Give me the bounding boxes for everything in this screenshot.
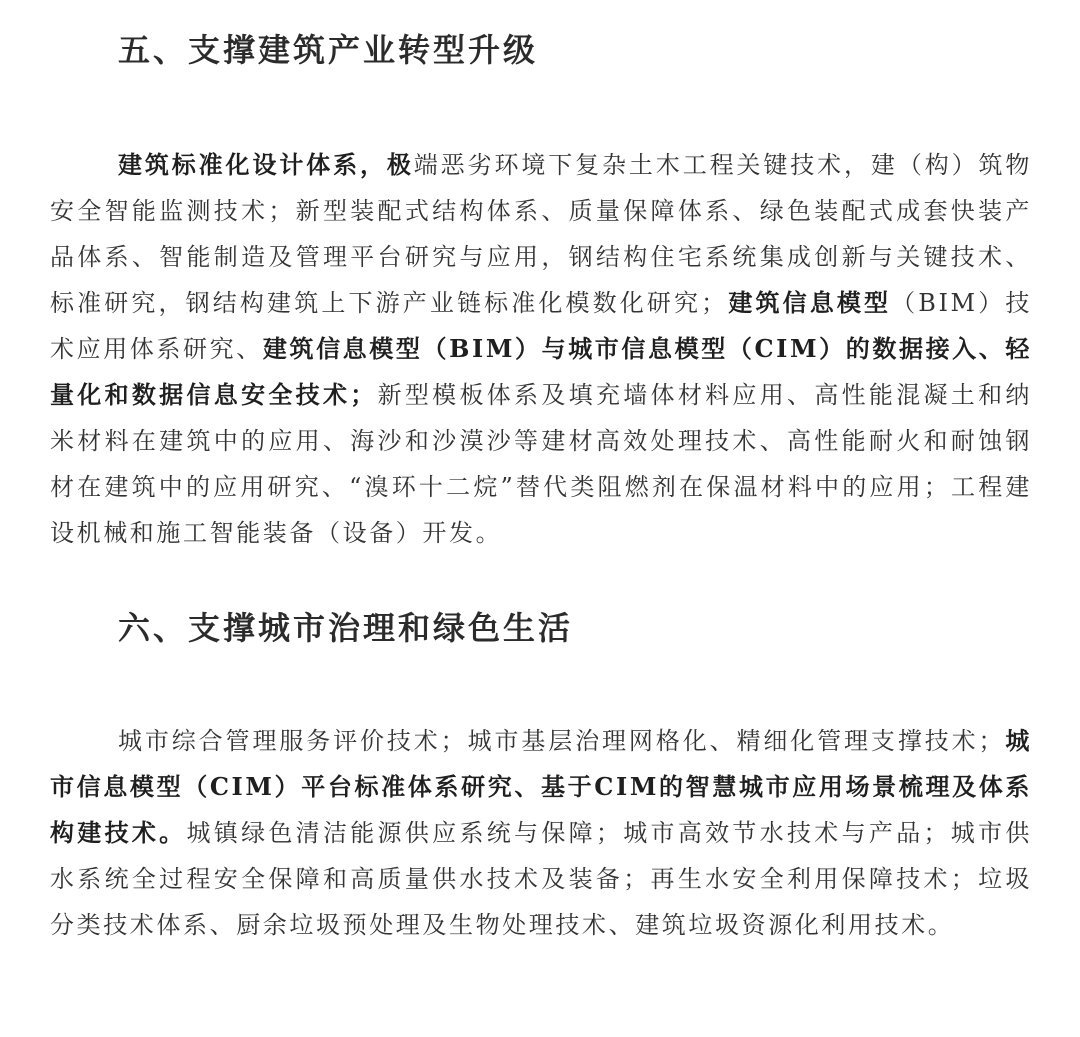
- section-paragraph: [50, 718, 1032, 948]
- body-text: 新型模板体系及填充墙体材料应用、高性能混凝土和纳米材料在建筑中的应用、海沙和沙漠沙等建材高效处理技术、高性能耐火和耐蚀钢材在建筑中的应用研究、“溴环十二烷”替代类阻燃剂在保温材料中的应用；工程建设机械和施工智能装备（设备）开发。: [50, 381, 1032, 547]
- body-text: （BIM）技术应用体系研究、: [50, 289, 1032, 363]
- body-text: 城市综合管理服务评价技术；城市基层治理网格化、精细化管理支撑技术；: [118, 727, 1006, 755]
- bold-text: 建筑标准化设计体系，极: [118, 150, 414, 179]
- section-urban-governance: [50, 608, 1032, 948]
- bold-text: 建筑信息模型: [727, 288, 892, 317]
- body-text: 端恶劣环境下复杂土木工程关键技术，建（构）筑物安全智能监测技术；新型装配式结构体系、质量保障体系、绿色装配式成套快装产品体系、智能制造及管理平台研究与应用，钢结构住宅系统集成创新与关键技术、标准研究，钢结构建筑上下游产业链标准化模数化研究；: [50, 151, 1032, 317]
- bold-text: 建筑信息模型（BIM）与城市信息模型（CIM）的数据接入、轻量化和数据信息安全技术；: [50, 334, 1032, 409]
- bold-text: 城市信息模型（CIM）平台标准体系研究、基于CIM的智慧城市应用场景梳理及体系构建技术。: [50, 726, 1032, 847]
- section-heading: 六、支撑城市治理和绿色生活: [118, 609, 574, 647]
- section-heading: 五、支撑建筑产业转型升级: [118, 31, 539, 69]
- section-building-industry: [50, 30, 1032, 556]
- section-paragraph: [50, 142, 1032, 556]
- body-text: 城镇绿色清洁能源供应系统与保障；城市高效节水技术与产品；城市供水系统全过程安全保障和高质量供水技术及装备；再生水安全利用保障技术；垃圾分类技术体系、厨余垃圾预处理及生物处理技术、建筑垃圾资源化利用技术。: [50, 819, 1032, 939]
